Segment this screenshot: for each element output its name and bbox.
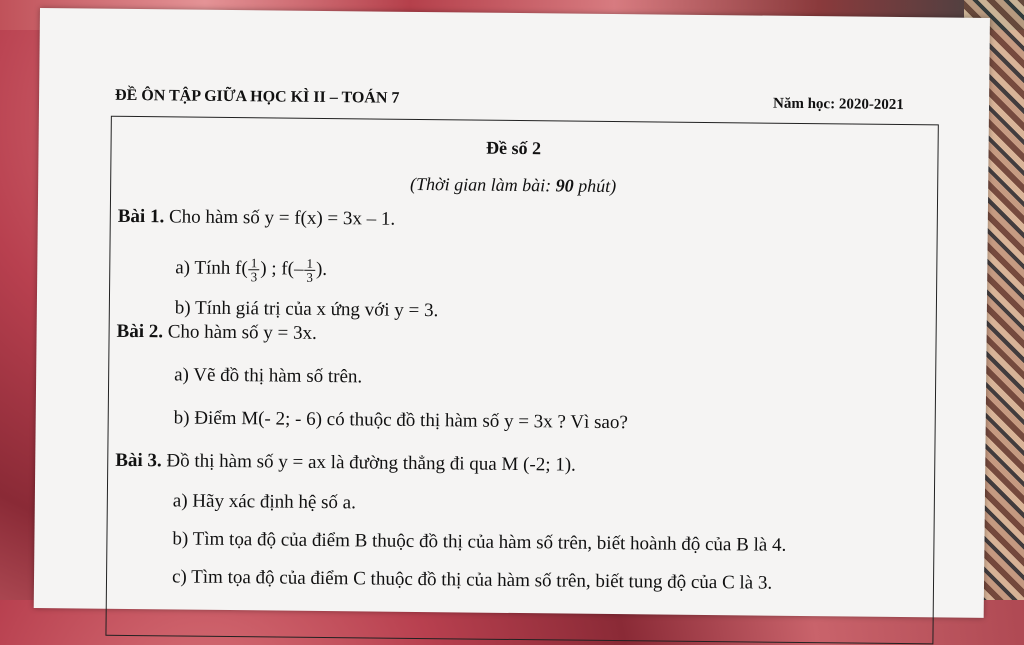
problem-1-label: Bài 1. [117,205,165,228]
problem-1a-suffix: ). [315,258,328,280]
problem-1-statement [118,206,396,231]
fraction-denominator: 3 [250,269,258,285]
problem-3c: c) Tìm tọa độ của điểm C thuộc đồ thị của hàm số trên, biết tung độ của C là 3. [171,566,773,594]
time-value: 90 [555,175,574,196]
problem-1a [175,255,327,284]
time-suffix: phút) [573,175,617,197]
problem-2-text: Cho hàm số y = 3x. [162,321,317,344]
problem-3-text: Đồ thị hàm số y = ax là đường thẳng đi qua M (-2; 1). [161,450,576,476]
problem-1-text: Cho hàm số y = f(x) = 3x – 1. [164,206,396,230]
problem-2b: b) Điểm M(- 2; - 6) có thuộc đồ thị hàm số y = 3x ? Vì sao? [173,407,628,434]
time-prefix: (Thời gian làm bài: [410,173,556,196]
problem-2-statement [116,321,316,345]
problem-2-label: Bài 2. [116,320,164,343]
exam-number: Đề số 2 [485,137,542,159]
problem-2a: a) Vẽ đồ thị hàm số trên. [174,364,363,388]
fraction-one-third-negative [304,257,315,284]
problem-1b: b) Tính giá trị của x ứng với y = 3. [174,297,439,322]
school-year: Năm học: 2020-2021 [772,95,904,114]
problem-3-label: Bài 3. [115,449,162,472]
exam-paper [34,8,990,618]
fraction-denominator: 3 [306,269,314,285]
problem-1a-prefix: a) Tính f( [175,257,248,280]
fraction-numerator: 1 [250,255,258,271]
fraction-one-third [249,256,260,283]
problem-3a: a) Hãy xác định hệ số a. [172,490,357,514]
problem-3b: b) Tìm tọa độ của điểm B thuộc đồ thị của hàm số trên, biết hoành độ của B là 4. [172,528,787,556]
exam-header-title: ĐỀ ÔN TẬP GIỮA HỌC KÌ II – TOÁN 7 [115,86,400,107]
problem-1a-mid: ) ; f(– [260,258,304,280]
fraction-numerator: 1 [306,255,314,271]
